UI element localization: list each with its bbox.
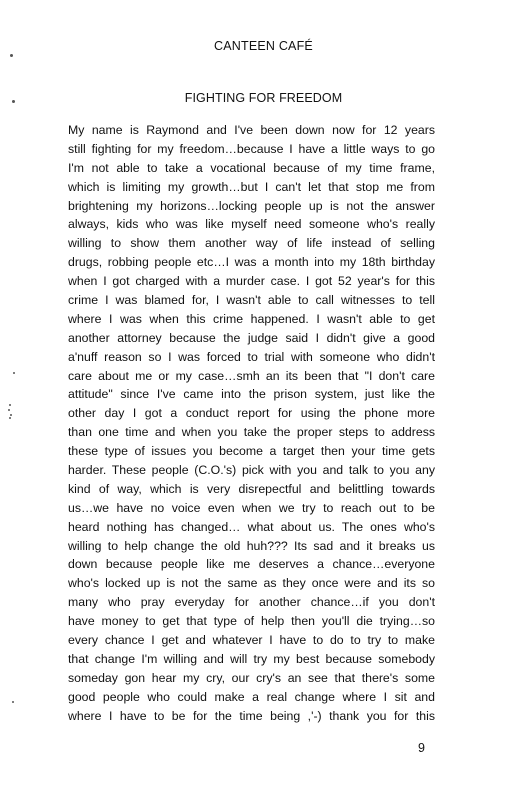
body-line: that change I'm willing and will try my best because somebody: [68, 651, 435, 666]
page-number: 9: [418, 741, 425, 755]
body-line: when I got charged with a murder case. I got 52 year's for this: [68, 274, 435, 289]
body-line: another attorney because the judge said I didn't give a good: [68, 330, 435, 345]
article-body: [68, 121, 435, 726]
scan-speck: [9, 417, 11, 419]
body-line: down because people like me deserves a chance…everyone: [68, 557, 435, 572]
body-line: My name is Raymond and I've been down now for 12 years: [68, 123, 435, 137]
body-line: good people who could make a real change where I sit and: [68, 689, 435, 704]
body-line: drugs, robbing people etc…I was a month into my 18th birthday: [68, 255, 435, 270]
scan-speck: [12, 701, 14, 703]
body-line: crime I was blamed for, I wasn't able to call witnesses to tell: [68, 293, 435, 308]
body-line: a'nuff reason so I was forced to trial with someone who didn't: [68, 349, 435, 364]
scan-speck: [13, 372, 15, 374]
body-line: harder. These people (C.O.'s) pick with you and talk to you any: [68, 463, 435, 478]
body-line: willing to show them another way of life instead of selling: [68, 236, 435, 251]
body-line: us…we have no voice even when we try to reach out to be: [68, 500, 435, 515]
body-line: where I have to be for the time being ,'-) thank you for this: [68, 708, 435, 723]
body-line: kind of way, which is very disrepectful and belittling towards: [68, 481, 435, 496]
scan-speck: [9, 404, 11, 406]
body-line: someday gon hear my cry, our cry's an see that there's some: [68, 670, 435, 685]
body-line: have money to get that type of help then you'll die trying…so: [68, 614, 435, 629]
body-line: than one time and when you take the proper steps to address: [68, 425, 435, 440]
scan-speck: [8, 409, 10, 411]
body-line: other day I got a conduct report for using the phone more: [68, 406, 435, 421]
scan-speck: [12, 100, 15, 103]
body-line: these type of issues you become a target then your time gets: [68, 444, 435, 459]
body-line: heard nothing has changed… what about us. The ones who's: [68, 519, 435, 534]
running-head: CANTEEN CAFÉ: [214, 39, 313, 53]
body-line: care about me or my case…smh an its been that "I don't care: [68, 368, 435, 383]
scan-speck: [10, 414, 12, 416]
body-line: who's locked up is not the same as they once were and its so: [68, 576, 435, 591]
body-line: always, kids who was like myself need someone who's really: [68, 217, 435, 232]
article-title: FIGHTING FOR FREEDOM: [184, 91, 343, 105]
body-line: where I was when this crime happened. I wasn't able to get: [68, 311, 435, 326]
body-line: still fighting for my freedom…because I have a little ways to go: [68, 141, 435, 156]
scan-speck: [10, 54, 13, 57]
body-line: attitude" since I've came into the prison system, just like the: [68, 387, 435, 402]
body-line: brightening my horizons…locking people up is not the answer: [68, 198, 435, 213]
body-line: I'm not able to take a vocational because of my time frame,: [68, 160, 435, 175]
body-line: which is limiting my growth…but I can't let that stop me from: [68, 179, 435, 194]
body-line: willing to help change the old huh??? Its sad and it breaks us: [68, 538, 435, 553]
body-line: many who pray everyday for another chance…if you don't: [68, 595, 435, 610]
body-line: every chance I get and whatever I have to do to try to make: [68, 633, 435, 648]
